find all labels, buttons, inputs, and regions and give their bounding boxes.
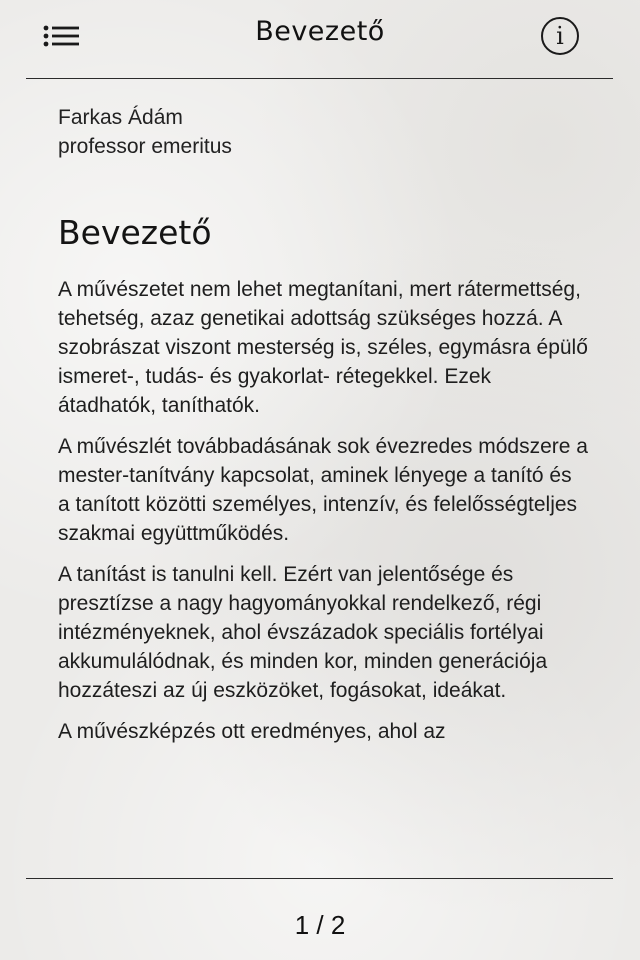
info-circle-icon: i	[556, 22, 564, 50]
top-bar	[0, 0, 640, 78]
menu-button[interactable]	[40, 20, 84, 54]
list-menu-icon	[40, 20, 84, 54]
paragraph: A művészképzés ott eredményes, ahol az	[58, 720, 446, 743]
footer-divider	[26, 878, 613, 879]
author-name: Farkas Ádám	[58, 106, 183, 129]
info-button[interactable]	[541, 17, 579, 55]
section-title: Bevezető	[58, 213, 212, 252]
article-content[interactable]	[58, 103, 588, 828]
author-role: professor emeritus	[58, 135, 232, 158]
paragraph: A művészlét továbbadásának sok évezredes módszere a mester-tanítvány kapcsolat, aminek lényege a tanító és a tanított közötti személyes, intenzív, és felelősségteljes szakmai együttműködés.	[58, 435, 588, 545]
page-title: Bevezető	[255, 16, 385, 47]
header-divider	[26, 78, 613, 79]
page-indicator: 1 / 2	[294, 910, 346, 940]
paragraph: A tanítást is tanulni kell. Ezért van jelentősége és presztízse a nagy hagyományokkal rendelkező, régi intézményeknek, ahol évszázadok speciális fortélyai akkumulálódnak, és minden kor, minden generációja hozzáteszi az új eszközöket, fogásokat, ideákat.	[58, 563, 548, 702]
paragraph: A művészetet nem lehet megtanítani, mert rátermettség, tehetség, azaz genetikai adottság szükséges hozzá. A szobrászat viszont mesterség is, széles, egymásra épülő ismeret-, tudás- és gyakorlat- rétegekkel. Ezek átadhatók, taníthatók.	[58, 278, 588, 417]
